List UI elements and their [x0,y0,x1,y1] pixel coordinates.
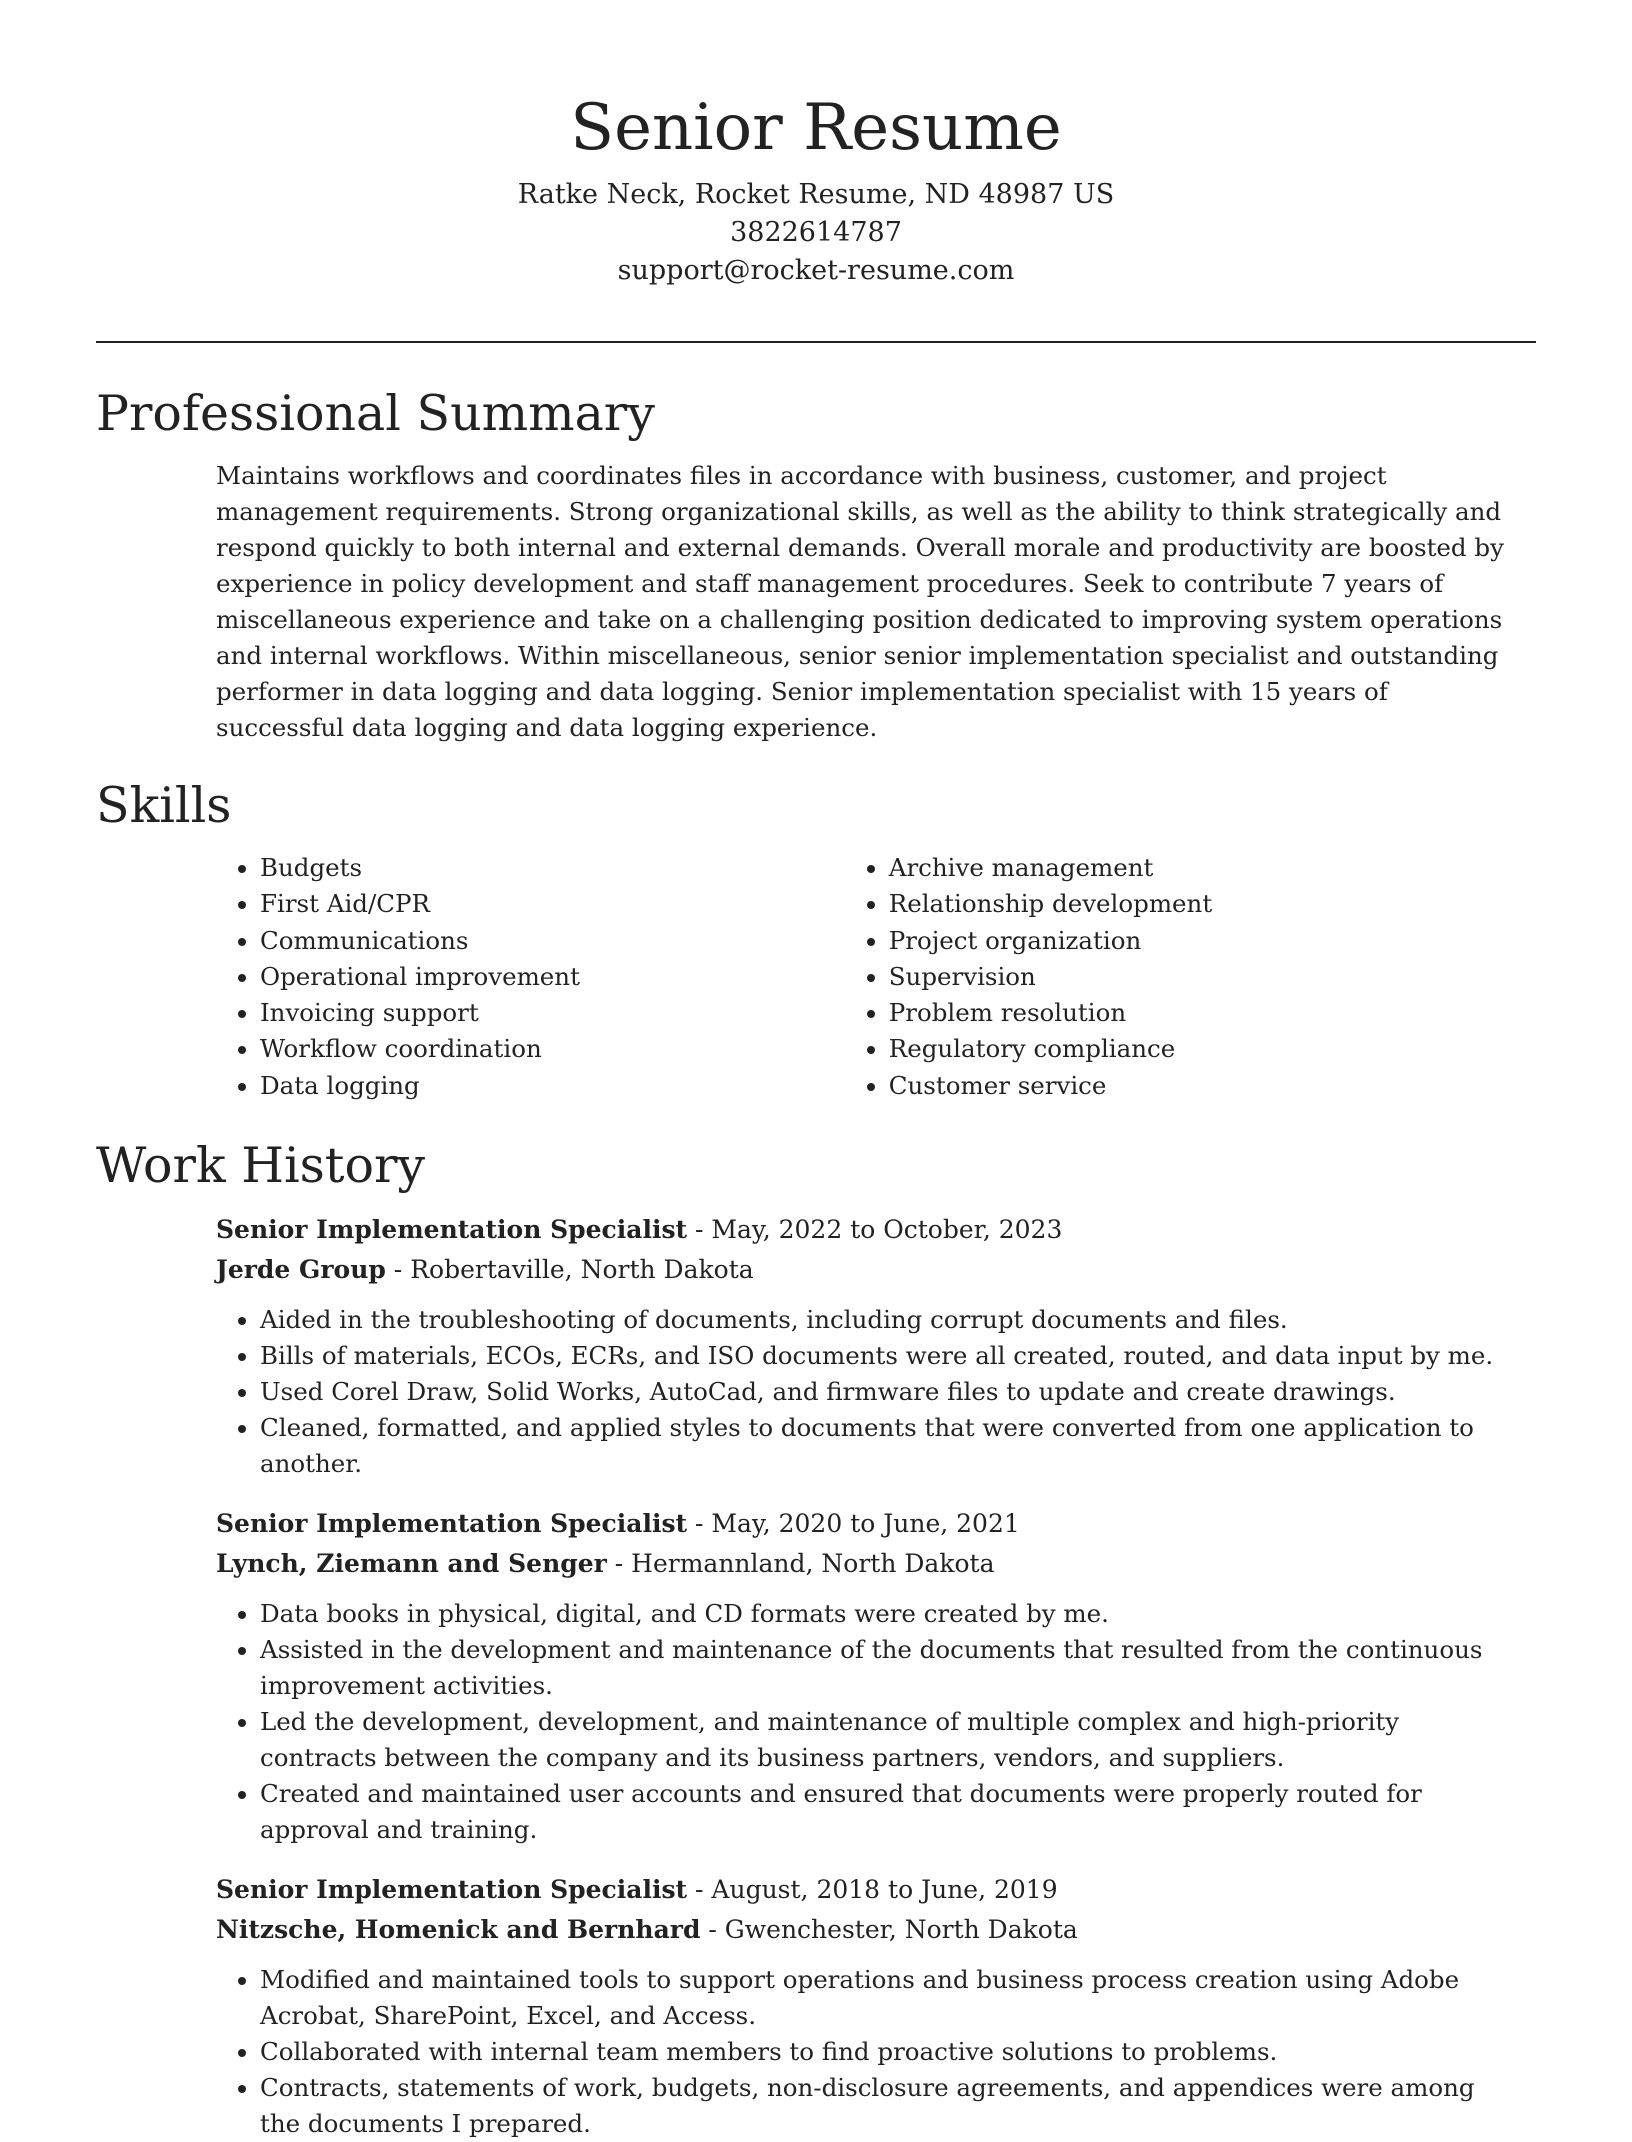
job-title: Senior Implementation Specialist [216,1875,688,1904]
section-title: Work History [96,1137,426,1194]
job-bullet: • Created and maintained user accounts and ensured that documents were properly routed for approval and training. [260,1776,1516,1848]
job-bullets [216,1302,1516,1482]
skill-item: • Operational improvement [260,959,845,995]
skill-item: • Workflow coordination [260,1031,845,1067]
job-location: Robertaville, North Dakota [410,1255,754,1284]
job-dates: May, 2022 to October, 2023 [711,1215,1063,1244]
job-entry [216,1870,1516,2142]
skill-item: • Budgets [260,850,845,886]
section-title: Professional Summary [96,385,655,442]
skills-columns [216,850,1516,1104]
job-entry [216,1504,1516,1848]
job-location: Gwenchester, North Dakota [724,1915,1078,1944]
job-bullet: • Modified and maintained tools to support operations and business process creation using Adobe Acrobat, SharePoint, Excel, and Access. [260,1962,1516,2034]
job-company-line [216,1544,1516,1584]
job-company: Nitzsche, Homenick and Bernhard [216,1915,701,1944]
skill-item: • First Aid/CPR [260,886,845,922]
work-history-section [96,1136,1536,2142]
job-company-line [216,1910,1516,1950]
job-bullet: • Led the development, development, and maintenance of multiple complex and high-priority contracts between the company and its business partners, vendors, and suppliers. [260,1704,1516,1776]
contact-address: Ratke Neck, Rocket Resume, ND 48987 US [517,179,1115,210]
skills-right-list [845,850,1516,1104]
skill-item: • Supervision [889,959,1516,995]
job-dates: August, 2018 to June, 2019 [711,1875,1058,1904]
header-divider [96,341,1536,343]
separator: - [606,1549,632,1578]
contact-info [96,176,1536,290]
job-bullet: • Bills of materials, ECOs, ECRs, and ISO documents were all created, routed, and data input by me. [260,1338,1516,1374]
separator: - [687,1215,712,1244]
job-bullet: • Aided in the troubleshooting of documents, including corrupt documents and files. [260,1302,1516,1338]
skill-item: • Communications [260,923,845,959]
jobs-list [216,1210,1516,2142]
separator: - [687,1875,712,1904]
job-entry [216,1210,1516,1482]
job-title: Senior Implementation Specialist [216,1215,688,1244]
skill-item: • Regulatory compliance [889,1031,1516,1067]
skill-item: • Invoicing support [260,995,845,1031]
job-company-line [216,1250,1516,1290]
skill-item: • Archive management [889,850,1516,886]
job-bullet: • Collaborated with internal team members to find proactive solutions to problems. [260,2034,1516,2070]
job-bullet: • Data books in physical, digital, and CD formats were created by me. [260,1596,1516,1632]
job-bullets [216,1962,1516,2142]
skill-item: • Customer service [889,1068,1516,1104]
job-title: Senior Implementation Specialist [216,1509,688,1538]
skill-item: • Problem resolution [889,995,1516,1031]
skills-section [96,776,1536,1104]
job-bullets [216,1596,1516,1848]
job-bullet: • Used Corel Draw, Solid Works, AutoCad, and firmware files to update and create drawings. [260,1374,1516,1410]
skill-item: • Data logging [260,1068,845,1104]
resume-header [96,88,1536,290]
contact-phone: 3822614787 [730,217,902,248]
summary-text: Maintains workflows and coordinates files in accordance with business, customer, and project management requirements. Strong organizational skills, as well as the ability to think strategically and respond quickly to both internal and external demands. Overall morale and productivity are boosted by experience in policy development and staff management procedures. Seek to contribute 7 years of miscellaneous experience and take on a challenging position dedicated to improving system operations and internal workflows. Within miscellaneous, senior senior implementation specialist and outstanding performer in data logging and data logging. Senior implementation specialist with 15 years of successful data logging and data logging experience. [216,461,1504,742]
job-dates: May, 2020 to June, 2021 [711,1509,1020,1538]
job-bullet: • Cleaned, formatted, and applied styles to documents that were converted from one application to another. [260,1410,1516,1482]
job-title-line [216,1504,1516,1544]
job-title-line [216,1870,1516,1910]
separator: - [687,1509,712,1538]
job-company: Jerde Group [216,1255,386,1284]
separator: - [700,1915,725,1944]
job-location: Hermannland, North Dakota [631,1549,995,1578]
job-bullet: • Assisted in the development and maintenance of the documents that resulted from the continuous improvement activities. [260,1632,1516,1704]
skill-item: • Project organization [889,923,1516,959]
section-title: Skills [96,777,232,834]
skills-left-list [216,850,845,1104]
resume-name: Senior Resume [570,91,1062,165]
job-company: Lynch, Ziemann and Senger [216,1549,607,1578]
contact-email: support@rocket-resume.com [617,255,1015,286]
separator: - [385,1255,411,1284]
job-title-line [216,1210,1516,1250]
skill-item: • Relationship development [889,886,1516,922]
professional-summary-section [96,384,1536,746]
job-bullet: • Contracts, statements of work, budgets, non-disclosure agreements, and appendices were among the documents I prepared. [260,2070,1516,2142]
